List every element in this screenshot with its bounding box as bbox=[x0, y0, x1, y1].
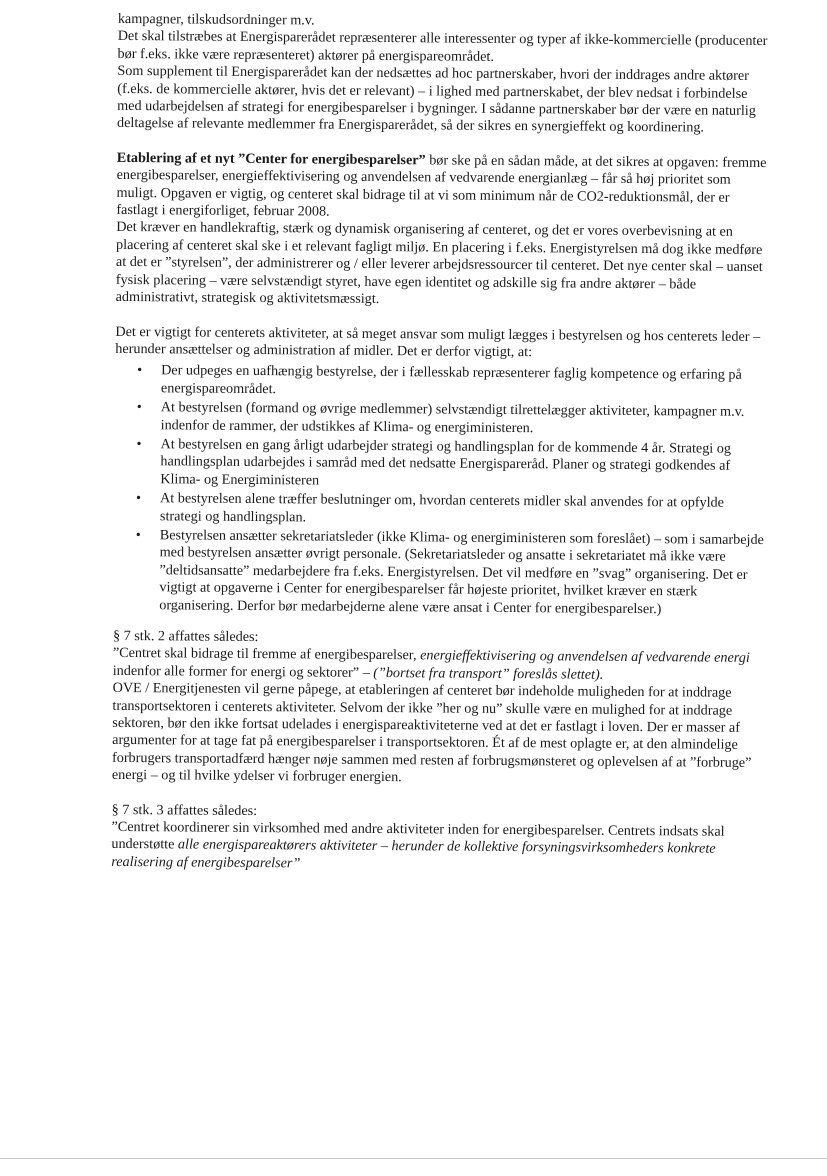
bullet-icon: • bbox=[135, 527, 141, 544]
section-7-3-quote bbox=[111, 819, 764, 876]
bullet-icon: • bbox=[136, 490, 142, 507]
paragraph-campaigns: kampagner, tilskudsordninger m.v. bbox=[117, 10, 315, 29]
paragraph-council-representation: Det skal tilstræbes at Energisparerådet repræsenterer alle interessenter og typer af ikke-kommercielle (producenter bør f.eks. ikke være repræsenteret) aktører på energispareområdet. bbox=[117, 28, 768, 65]
section-7-2-heading: § 7 stk. 2 affattes således: bbox=[112, 627, 259, 646]
quote-italic-text: energieffektivisering og anvendelsen af vedvarende energi bbox=[420, 647, 750, 667]
list-item-text: At bestyrelsen en gang årligt udarbejder strategi og handlingsplan for de kommende 4 år. Strategi og handlingsplan udarbejdes i samråd med det nedsatte Energisparеråd. Planer og strategi godkendes af Klima- og Energiministeren bbox=[160, 436, 732, 489]
paragraph-partnerships: Som supplement til Energisparerådet kan der nedsættes ad hoc partnerskaber, hvori der inddrages andre aktører (f.eks. de kommercielle aktører, hvis det er relevant) – i lighed med partnerskabet, der blev nedsat i forbindelse med udarbejdelsen af strategi for energibesparelser i bygninger. I sådanne partnerskaber bør der være en naturlig deltagelse af relevante medlemmer fra Energisparerådet, så der sikres en synergieffekt og koordinering. bbox=[116, 63, 756, 136]
list-item-text: At bestyrelsen (formand og øvrige medlemmer) selvstændigt tilrettelægger aktiviteter, kampagner m.v. indenfor de rammer, der udstikkes af Klima- og energiministeren. bbox=[160, 399, 745, 436]
section-7-2-quote bbox=[113, 645, 766, 685]
center-lead-text: bør ske på en sådan måde, at det sikres at opgaven: fremme energibesparelser, energieffektivisering og anvendelsen af vedvarende energianlæg – får så høj prioritet som muligt. Opgaven er vigtig, og centeret skal bidrage til at vi som minimum når de CO2-reduktionsmål, der er fastlagt i energiforliget, februar 2008. bbox=[116, 152, 767, 220]
bullet-icon: • bbox=[137, 362, 143, 379]
board-requirements-list bbox=[113, 362, 768, 619]
quote-italic-text: (”bortset fra transport” foreslås slettet). bbox=[373, 664, 604, 683]
list-item bbox=[137, 362, 768, 403]
quote-text: ”Centret skal bidrage til fremme af energibesparelser, bbox=[112, 645, 421, 664]
quote-italic-text: alle energispareaktørers aktiviteter – herunder de kollektive forsyningsvirksomheders konkrete realisering af energibesparelser” bbox=[111, 836, 716, 872]
list-item-text: At bestyrelsen alene træffer beslutninger om, hvordan centerets midler skal anvendes for at opfylde strategi og handlingsplan. bbox=[159, 490, 725, 525]
section-7-2-body: OVE / Energitjenesten vil gerne påpege, at etableringen af centeret bør indeholde muligheden for at inddrage transportsektoren i centerets aktiviteter. Selvom der ikke ”her og nu” skulle være en mulighed for at inddrage sektoren, bør den ikke fortsat udelades i energispareaktiviteterne ved at det er fastlagt i loven. Der er masser af argumenter for at tage fat på energibesparelser i transportsektoren. Ét af de mest oplagte er, at den almindelige forbrugers transportadfærd hænger nøje sammen med resten af forbrugsmønsteret og oplevelsen af at ”forbruge” energi – og til hvilke ydelser vi forbruger energien. bbox=[111, 680, 752, 786]
bullet-icon: • bbox=[136, 436, 142, 453]
quote-text: indenfor alle former for energi og sektorer” – bbox=[112, 662, 374, 681]
list-item-text: Bestyrelsen ansætter sekretariatsleder (ikke Klima- og energiministeren som foreslået) – som i samarbejde med bestyrelsen ansætter øvrigt personale. (Sekretariatsleder og ansatte i sekretariatet må ikke være ”deltidsansatte” medarbejdere fra f.eks. Energistyrelsen. Det vil medføre en ”svag” organisering. Det er vigtigt at opgaverne i Center for energibesparelser får højeste prioritet, hvilket kræver en stærk organisering. Derfor bør medarbejderne alene være ansat i Center for energibesparelser.) bbox=[159, 527, 764, 617]
list-item bbox=[136, 490, 767, 530]
paragraph-center-organisation: Det kræver en handlekraftig, stærk og dynamisk organisering af centeret, og det er vores overbevisning at en placering af centeret skal ske i et relevant fagligt miljø. En placering i f.eks. Energistyrelsen må dog ikke medføre at det er ”styrelsen”, der administrerer og / eller leverer arbejdsressourcer til centeret. Det nye center skal – uanset fysisk placering – være selvstændigt styret, have egen identitet og adskille sig fra andre aktører – både administrativt, strategisk og aktivitetsmæssigt. bbox=[115, 219, 763, 308]
list-item bbox=[136, 436, 767, 493]
paragraph-board-intro: Det er vigtigt for centerets aktiviteter, at så meget ansvar som muligt lægges i bestyrelsen og hos centerets leder – herunder ansættelser og administration af midler. Det er derfor vigtigt, at: bbox=[115, 323, 761, 361]
page-edge-line bbox=[0, 1158, 827, 1159]
section-7-3-heading: § 7 stk. 3 affattes således: bbox=[111, 801, 258, 819]
list-item-text: Der udpeges en uafhængig bestyrelse, der i fællesskab repræsenterer faglig kompetence og erfaring på energispareområdet. bbox=[160, 362, 742, 397]
center-heading: Etablering af et nyt ”Center for energibesparelser” bbox=[116, 149, 426, 169]
quote-text: ”Centret koordinerer sin virksomhed med andre aktiviteter inden for energibesparelser. Centrets indsats skal understøtte bbox=[111, 818, 725, 853]
paragraph-center-establishment bbox=[116, 150, 770, 225]
bullet-icon: • bbox=[136, 399, 142, 416]
list-item bbox=[135, 527, 767, 619]
list-item bbox=[136, 399, 768, 439]
